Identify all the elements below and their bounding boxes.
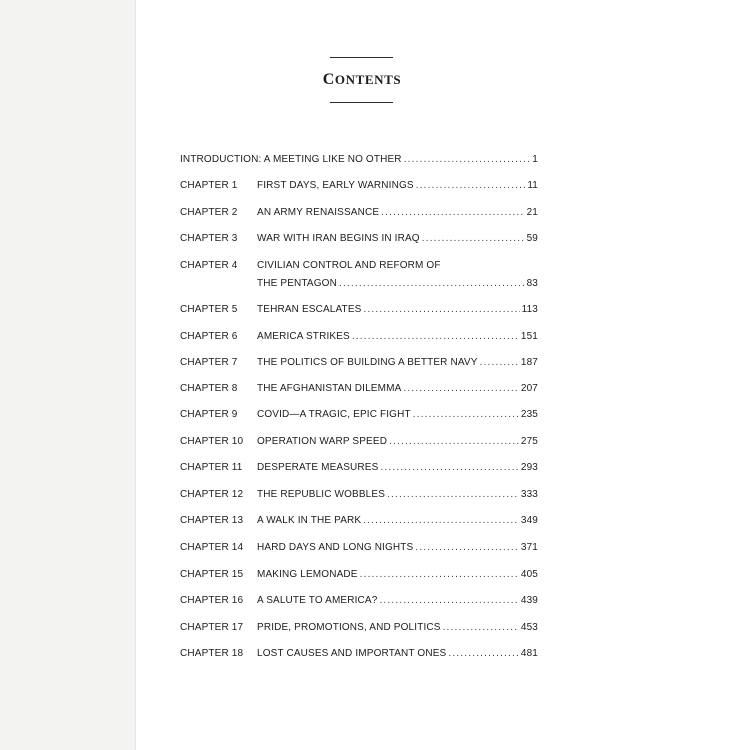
chapter-label: CHAPTER 10 — [180, 436, 244, 447]
toc-entry-title: AN ARMY RENAISSANCE — [257, 207, 380, 218]
dot-leader — [403, 381, 518, 397]
table-of-contents — [180, 0, 540, 750]
toc-entry-title: FIRST DAYS, EARLY WARNINGS — [257, 180, 414, 191]
toc-entry-title: WAR WITH IRAN BEGINS IN IRAQ — [257, 233, 420, 244]
toc-entry-title: COVID—A TRAGIC, EPIC FIGHT — [257, 409, 411, 420]
toc-entry-title: THE POLITICS OF BUILDING A BETTER NAVY — [257, 357, 478, 368]
toc-entry-title: DESPERATE MEASURES — [257, 462, 379, 473]
toc-entry-page: 11 — [527, 180, 538, 191]
toc-entry-title: LOST CAUSES AND IMPORTANT ONES — [257, 648, 447, 659]
chapter-label: CHAPTER 13 — [180, 515, 244, 526]
chapter-label: CHAPTER 11 — [180, 462, 243, 473]
toc-entry-title: A WALK IN THE PARK — [257, 515, 362, 526]
toc-entry-page: 187 — [520, 357, 538, 368]
toc-entry-title: PRIDE, PROMOTIONS, AND POLITICS — [257, 622, 441, 633]
toc-entry-title: THE REPUBLIC WOBBLES — [257, 489, 386, 500]
chapter-label: CHAPTER 7 — [180, 357, 238, 368]
toc-entry-page: 371 — [520, 542, 538, 553]
dot-leader — [389, 434, 519, 450]
page-title-rest: ONTENTS — [334, 72, 402, 87]
page-edge — [135, 0, 136, 750]
toc-entry-title: THE PENTAGON — [257, 278, 337, 289]
toc-entry-title: AMERICA STRIKES — [257, 331, 350, 342]
toc-entry-page: 481 — [520, 648, 538, 659]
dot-leader — [352, 329, 519, 345]
toc-entry-title: A SALUTE TO AMERICA? — [257, 595, 378, 606]
toc-entry-title: THE AFGHANISTAN DILEMMA — [257, 383, 402, 394]
toc-entry-title: MAKING LEMONADE — [257, 569, 358, 580]
toc-entry-title-line1: CIVILIAN CONTROL AND REFORM OF — [257, 260, 441, 271]
chapter-label: CHAPTER 12 — [180, 489, 244, 500]
dot-leader — [381, 205, 524, 221]
dot-leader — [339, 276, 525, 292]
toc-entry-page: 83 — [526, 278, 538, 289]
chapter-label: CHAPTER 14 — [180, 542, 244, 553]
chapter-label: CHAPTER 6 — [180, 331, 238, 342]
toc-entry-page: 113 — [521, 304, 538, 315]
dot-leader — [448, 646, 519, 662]
chapter-label: CHAPTER 17 — [180, 622, 244, 633]
dot-leader — [360, 567, 519, 583]
dot-leader — [380, 460, 518, 476]
toc-entry-page: 1 — [532, 154, 538, 165]
toc-entry-page: 275 — [520, 436, 538, 447]
dot-leader — [415, 540, 518, 556]
chapter-label: CHAPTER 2 — [180, 207, 238, 218]
toc-entry-page: 21 — [526, 207, 538, 218]
toc-entry-title: INTRODUCTION: A MEETING LIKE NO OTHER — [180, 154, 402, 165]
dot-leader — [416, 178, 526, 194]
chapter-label: CHAPTER 9 — [180, 409, 238, 420]
chapter-label: CHAPTER 16 — [180, 595, 244, 606]
toc-entry-page: 405 — [520, 569, 538, 580]
chapter-label: CHAPTER 3 — [180, 233, 238, 244]
toc-entry-page: 235 — [520, 409, 538, 420]
chapter-label: CHAPTER 5 — [180, 304, 238, 315]
toc-entry-title: HARD DAYS AND LONG NIGHTS — [257, 542, 414, 553]
chapter-label: CHAPTER 4 — [180, 260, 238, 271]
dot-leader — [443, 620, 519, 636]
toc-entry-page: 207 — [520, 383, 538, 394]
dot-leader — [379, 593, 518, 609]
toc-entry-page: 293 — [520, 462, 538, 473]
dot-leader — [404, 152, 531, 168]
dot-leader — [413, 407, 519, 423]
chapter-label: CHAPTER 18 — [180, 648, 244, 659]
dot-leader — [422, 231, 525, 247]
page-title-initial: C — [322, 71, 335, 88]
dot-leader — [363, 513, 519, 529]
toc-entry-title: OPERATION WARP SPEED — [257, 436, 388, 447]
toc-entry-page: 59 — [526, 233, 538, 244]
toc-entry-page: 333 — [520, 489, 538, 500]
toc-entry-page: 349 — [520, 515, 538, 526]
chapter-label: CHAPTER 15 — [180, 569, 244, 580]
page-gutter — [0, 0, 135, 750]
chapter-label: CHAPTER 1 — [180, 180, 238, 191]
toc-entry-page: 453 — [520, 622, 538, 633]
toc-entry-page: 151 — [520, 331, 538, 342]
dot-leader — [387, 487, 519, 503]
dot-leader — [480, 355, 519, 371]
toc-entry-page: 439 — [520, 595, 538, 606]
chapter-label: CHAPTER 8 — [180, 383, 238, 394]
toc-entry-title: TEHRAN ESCALATES — [257, 304, 362, 315]
dot-leader — [363, 302, 519, 318]
